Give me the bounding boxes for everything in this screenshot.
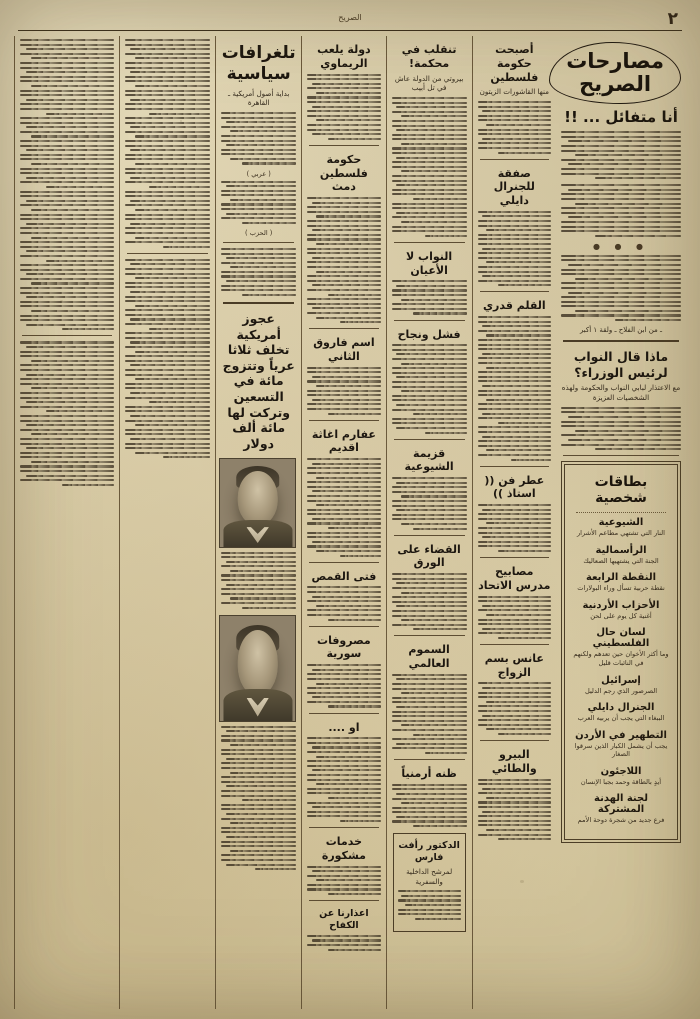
column-7 — [14, 36, 119, 1009]
card-entry — [570, 627, 672, 667]
c3-headline-0: تنقلب في محكمة! — [401, 43, 457, 70]
c2-body-2 — [478, 316, 551, 460]
c3-headline-4: القضاء على الورق — [397, 542, 461, 570]
c3-sub-0: بيروتي من الدولة عاش في تل أبيب — [394, 73, 464, 93]
c7-rule-0 — [22, 335, 112, 336]
c4-headline-8: اعذارنا عن الكفاح — [319, 908, 369, 931]
c3-headline-6: ظنه أرمنياً — [401, 766, 457, 780]
photo-face — [237, 471, 278, 526]
c4-body-8 — [307, 935, 380, 951]
card-value: فرع جديد من شجرة دوحة الأمم — [577, 816, 665, 825]
lead-headline: أنا متفائل ... !! — [564, 108, 678, 127]
divider-stars: ● ● ● — [592, 241, 650, 251]
telegrams-headline: تلغرافات سياسية — [221, 43, 296, 85]
telegrams-sign-2: ( الحزب ) — [245, 228, 273, 237]
card-key: اللاجئون — [600, 765, 642, 777]
column-4 — [301, 36, 385, 1009]
c2-body-5 — [478, 682, 551, 735]
c3-body-0 — [392, 97, 467, 237]
c3-rule-5 — [394, 759, 465, 760]
telegrams-sub: بداية أصول أمريكية ـ القاهرة — [227, 88, 290, 108]
c3-body-1 — [392, 280, 467, 314]
feature-body-1 — [221, 726, 296, 870]
c2-body-3 — [478, 504, 551, 552]
c3-boxed-item — [393, 833, 466, 932]
card-key: إسرائيل — [601, 674, 641, 686]
card-value: يجب أن يشمل الكبار الذين سرقوا الصغار — [574, 741, 668, 759]
c2-headline-3: عطر فن (( استاذ )) — [484, 473, 545, 501]
c2-headline-0: أصبحت حكومة فلسطين — [490, 43, 539, 84]
c2-headline-4: مصابيح مدرس الاتحاد — [478, 565, 551, 592]
card-value: نقطة حربية تسأل وراء البولارات — [577, 584, 665, 593]
c3-headline-2: فشل ونجاح — [397, 327, 461, 341]
c4-headline-7: خدمات مشكورة — [321, 835, 366, 862]
c4-headline-1: حكومة فلسطين دمث — [319, 152, 368, 194]
c4-body-4 — [307, 586, 380, 620]
card-entry — [570, 675, 672, 696]
c2-rule-4 — [480, 644, 549, 645]
c3-headline-5: السموم العالمي — [408, 643, 450, 671]
c7-body-0 — [20, 39, 114, 330]
c4-rule-2 — [309, 420, 378, 421]
lead-body — [561, 131, 681, 179]
card-value: وما أكثر الأخوان حين تعدهم ولكنهم في النائبات قليل — [573, 650, 669, 667]
card-value: الببغاء التي يجب أن يربيه العرب — [577, 714, 665, 723]
c3-headline-3: قزيمة الشيوعية — [404, 446, 454, 474]
c2-headline-6: البيرو والطائي — [491, 748, 537, 775]
card-key: الجنرال دايلي — [587, 702, 655, 714]
c2-body-1 — [478, 211, 551, 287]
card-key: الرأسمالية — [595, 544, 647, 556]
personal-cards-title: بطاقات شخصية — [594, 474, 648, 507]
c4-headline-6: او .... — [328, 720, 360, 734]
photo-face — [237, 630, 278, 695]
card-value: النار التي تشتهي مطاعم الأشرار — [576, 529, 666, 538]
card-entry — [570, 600, 672, 621]
c2-body-0 — [478, 101, 551, 154]
c4-body-7 — [307, 866, 380, 896]
telegrams-sign-1: ( عربي ) — [246, 169, 271, 178]
c3-rule-2 — [394, 439, 465, 440]
card-entry — [570, 572, 672, 593]
c2-headline-1: صفقة للجنرال دايلي — [493, 166, 535, 208]
c4-body-6 — [307, 737, 380, 822]
telegrams-body-1 — [221, 181, 296, 224]
card-entry — [570, 793, 672, 825]
lead-body-2 — [561, 184, 681, 237]
card-entry — [570, 730, 672, 759]
c2-rule-1 — [480, 291, 549, 292]
cards-rule — [576, 512, 666, 513]
c5-rule-1 — [223, 302, 294, 304]
portrait-photo-2 — [219, 615, 296, 722]
feature-headline: عجوز أمريكية تخلف ثلاثا عرياً وتتزوج مائة في التسعين وتركت لها مائة ألف دولار — [222, 310, 295, 451]
c4-headline-4: فتى القمص — [311, 569, 377, 583]
c2-headline-2: القلم قدري — [482, 299, 546, 313]
card-value: الجنة التي يشتهيها الصعاليك — [583, 556, 659, 565]
c6-body-0 — [125, 39, 210, 248]
card-entry — [570, 766, 672, 787]
c2-rule-5 — [480, 740, 549, 741]
card-key: التطهير في الأردن — [575, 729, 667, 741]
personal-cards-box — [564, 464, 678, 840]
c4-rule-5 — [309, 713, 378, 714]
c4-rule-0 — [309, 145, 378, 146]
cards-divider — [563, 455, 679, 456]
telegrams-body-2 — [221, 248, 296, 296]
c4-headline-3: عفارم اغاثة اقديم — [311, 427, 376, 455]
c4-headline-0: دولة يلعب الريماوي — [317, 43, 371, 70]
c3-body-6 — [392, 784, 467, 827]
c4-rule-3 — [309, 562, 378, 563]
c3-body-2 — [392, 344, 467, 433]
c3-headline-1: النواب لا الأعيان — [406, 249, 453, 277]
c4-headline-5: مصروفات سورية — [317, 633, 371, 661]
feature-body-0 — [221, 552, 296, 609]
section-divider — [563, 340, 679, 342]
masthead-logo-text: مصارحات الصريح — [566, 49, 664, 97]
card-value: أيدٍ بالطاقة وحمد بجبا الإنسان — [580, 777, 662, 786]
c3-body-5 — [392, 674, 467, 754]
c4-rule-7 — [309, 900, 378, 901]
column-lead — [556, 36, 686, 1009]
card-key: لسان حال الفلسطيني — [592, 627, 650, 650]
c6-body-1 — [125, 259, 210, 459]
c2-body-6 — [478, 779, 551, 841]
c4-body-5 — [307, 664, 380, 707]
c4-headline-2: اسم فاروق الثاني — [313, 336, 375, 363]
card-key: الأحزاب الأردنية — [582, 599, 660, 611]
c3-body-7 — [398, 890, 461, 920]
card-entry — [570, 545, 672, 566]
c5-rule-0 — [223, 242, 294, 243]
c3-rule-1 — [394, 320, 465, 321]
card-value: الصرصور الذي رجم الدليل — [584, 686, 658, 695]
secondary-subheadline: مع الاعتذار لبابي النواب والحكومة ولهذه الشخصيات العزيزة — [561, 383, 681, 403]
c3-rule-3 — [394, 535, 465, 536]
c2-rule-2 — [480, 466, 549, 467]
c3-body-4 — [392, 573, 467, 630]
c7-body-1 — [20, 341, 114, 485]
lead-signature: ـ من ابن الفلاح ـ ولقة ١ أكبر — [579, 326, 663, 335]
card-key: لجنة الهدنة المشتركة — [594, 793, 648, 816]
c2-body-4 — [478, 596, 551, 639]
card-key: النقطة الرابعة — [585, 572, 657, 584]
c3-rule-4 — [394, 635, 465, 636]
masthead-logo-frame — [549, 42, 681, 104]
c4-body-2 — [307, 367, 380, 415]
c6-rule-0 — [127, 253, 208, 254]
c4-rule-6 — [309, 827, 378, 828]
c3-body-3 — [392, 477, 467, 530]
c2-sub-0: منها القاشورات الزيتون — [479, 87, 550, 97]
paper-name: الصريح — [338, 13, 362, 22]
c2-rule-3 — [480, 557, 549, 558]
page-number: ٢ — [667, 9, 678, 29]
c4-body-1 — [307, 197, 380, 323]
secondary-body — [561, 407, 681, 450]
telegrams-body-0 — [221, 112, 296, 165]
column-6 — [119, 36, 215, 1009]
c2-rule-0 — [480, 159, 549, 160]
masthead-logo — [561, 42, 681, 104]
lead-body-3 — [561, 255, 681, 321]
card-value: أغنية كل يوم على لحن — [590, 611, 652, 620]
column-2 — [472, 36, 556, 1009]
card-entry — [570, 517, 672, 538]
portrait-photo-1 — [219, 458, 296, 548]
column-grid — [14, 36, 686, 1009]
column-5 — [215, 36, 301, 1009]
c4-rule-4 — [309, 626, 378, 627]
c4-rule-1 — [309, 328, 378, 329]
c4-body-3 — [307, 458, 380, 557]
c3-rule-0 — [394, 242, 465, 243]
masthead-rule — [18, 30, 682, 31]
c3-sub-7: لمرشح الداخلية والسفرية — [406, 866, 453, 886]
secondary-headline: ماذا قال النواب لرئيس الوزراء؟ — [573, 349, 669, 380]
c3-headline-7: الدكتور رأفت فارس — [398, 840, 460, 863]
card-entry — [570, 702, 672, 723]
column-3 — [386, 36, 472, 1009]
c2-headline-5: عانس بسم الزواج — [484, 651, 544, 679]
c4-body-0 — [307, 74, 380, 140]
card-key: الشيوعية — [598, 517, 644, 529]
